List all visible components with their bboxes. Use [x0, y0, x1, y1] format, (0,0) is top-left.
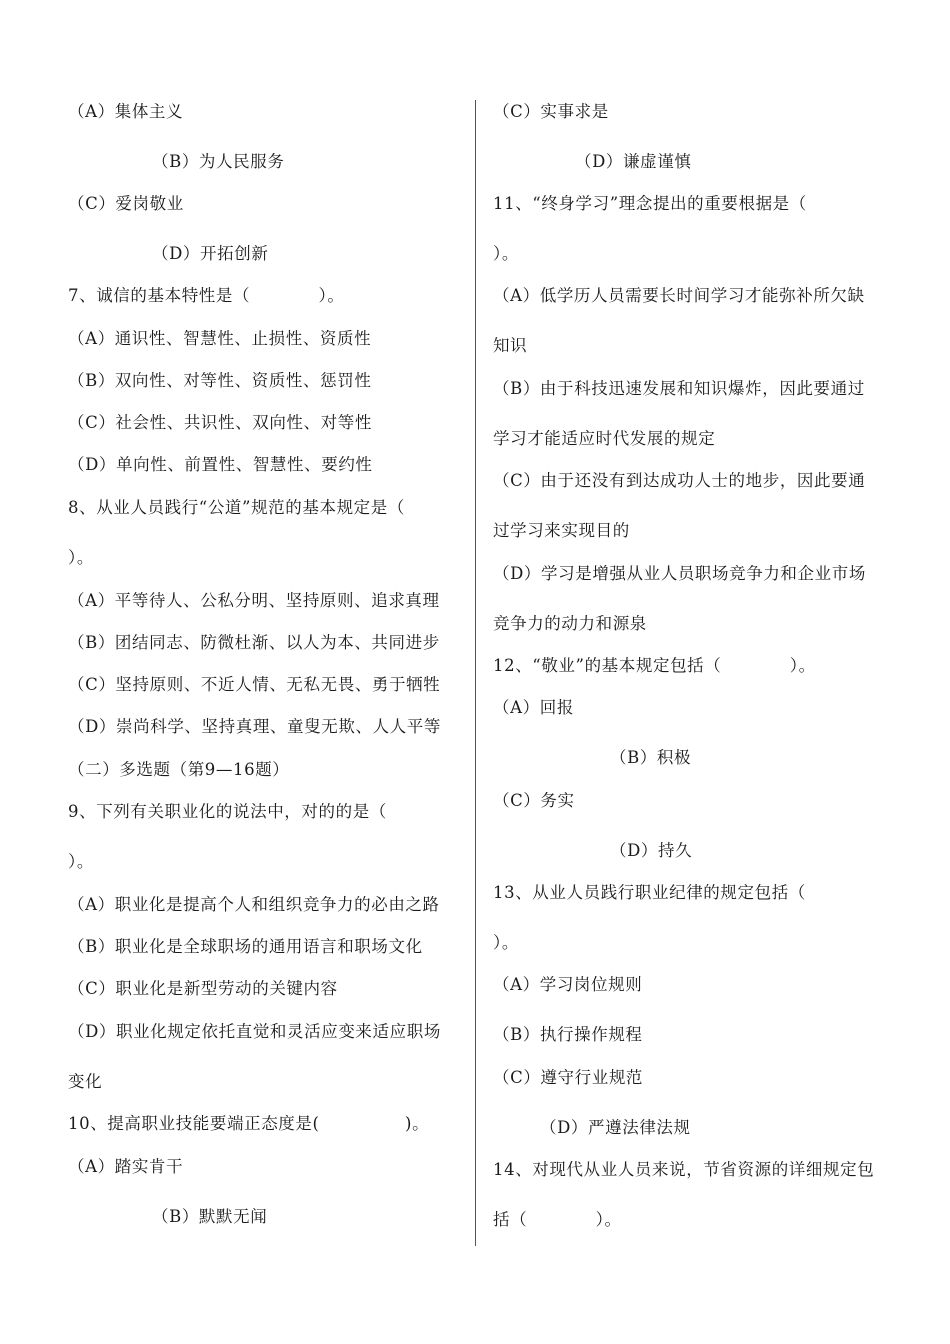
right-line-23: （D）严遵法律法规 — [540, 1118, 691, 1137]
left-line-6: （A）通识性、智慧性、止损性、资质性 — [68, 329, 372, 348]
right-line-21: （B）执行操作规程 — [493, 1025, 643, 1044]
right-line-24: 14、对现代从业人员来说，节省资源的详细规定包 — [493, 1160, 875, 1179]
left-line-5: 7、诚信的基本特性是（ ）。 — [68, 286, 345, 305]
left-line-8: （C）社会性、共识性、双向性、对等性 — [68, 413, 372, 432]
right-line-15: （B）积极 — [610, 748, 692, 767]
left-line-22: （D）职业化规定依托直觉和灵活应变来适应职场 — [68, 1022, 441, 1041]
right-line-18: 13、从业人员践行职业纪律的规定包括（ — [493, 883, 806, 902]
right-line-5: （A）低学历人员需要长时间学习才能弥补所欠缺 — [493, 286, 865, 305]
right-line-13: 12、“敬业”的基本规定包括（ ）。 — [493, 656, 816, 675]
left-line-19: （A）职业化是提高个人和组织竞争力的必由之路 — [68, 895, 440, 914]
left-line-24: 10、提高职业技能要端正态度是( )。 — [68, 1114, 430, 1133]
left-line-18: ）。 — [68, 852, 94, 871]
right-line-9: （C）由于还没有到达成功人士的地步，因此要通 — [493, 471, 866, 490]
right-line-25: 括（ ）。 — [493, 1210, 622, 1229]
left-line-3: （C）爱岗敬业 — [68, 194, 184, 213]
left-line-11: ）。 — [68, 548, 94, 567]
left-line-7: （B）双向性、对等性、资质性、惩罚性 — [68, 371, 372, 390]
right-line-7: （B）由于科技迅速发展和知识爆炸，因此要通过 — [493, 379, 865, 398]
right-line-8: 学习才能适应时代发展的规定 — [493, 429, 716, 448]
right-line-17: （D）持久 — [610, 841, 693, 860]
left-line-2: （B）为人民服务 — [152, 152, 285, 171]
right-line-3: 11、“终身学习”理念提出的重要根据是（ — [493, 194, 807, 213]
left-line-1: （A）集体主义 — [68, 102, 184, 121]
right-line-16: （C）务实 — [493, 791, 575, 810]
left-line-13: （B）团结同志、防微杜渐、以人为本、共同进步 — [68, 633, 440, 652]
left-line-4: （D）开拓创新 — [152, 244, 269, 263]
left-line-14: （C）坚持原则、不近人情、无私无畏、勇于牺牲 — [68, 675, 441, 694]
column-divider — [475, 100, 476, 1246]
right-line-22: （C）遵守行业规范 — [493, 1068, 644, 1087]
left-line-10: 8、从业人员践行“公道”规范的基本规定是（ — [68, 498, 405, 517]
right-line-6: 知识 — [493, 336, 528, 355]
section-heading: （二）多选题（第9—16题） — [68, 760, 290, 779]
right-line-11: （D）学习是增强从业人员职场竞争力和企业市场 — [493, 564, 866, 583]
right-line-14: （A）回报 — [493, 698, 574, 717]
right-line-19: ）。 — [493, 933, 519, 952]
left-line-23: 变化 — [68, 1072, 103, 1091]
right-line-4: ）。 — [493, 244, 519, 263]
left-line-25: （A）踏实肯干 — [68, 1157, 184, 1176]
right-line-12: 竞争力的动力和源泉 — [493, 614, 647, 633]
left-line-20: （B）职业化是全球职场的通用语言和职场文化 — [68, 937, 423, 956]
left-line-9: （D）单向性、前置性、智慧性、要约性 — [68, 455, 373, 474]
left-line-12: （A）平等待人、公私分明、坚持原则、追求真理 — [68, 591, 440, 610]
left-line-21: （C）职业化是新型劳动的关键内容 — [68, 979, 338, 998]
left-line-15: （D）崇尚科学、坚持真理、童叟无欺、人人平等 — [68, 717, 441, 736]
right-line-2: （D）谦虚谨慎 — [575, 152, 692, 171]
right-line-1: （C）实事求是 — [493, 102, 609, 121]
right-line-10: 过学习来实现目的 — [493, 521, 630, 540]
right-line-20: （A）学习岗位规则 — [493, 975, 643, 994]
left-line-17: 9、下列有关职业化的说法中，对的的是（ — [68, 802, 387, 821]
left-line-26: （B）默默无闻 — [152, 1207, 268, 1226]
